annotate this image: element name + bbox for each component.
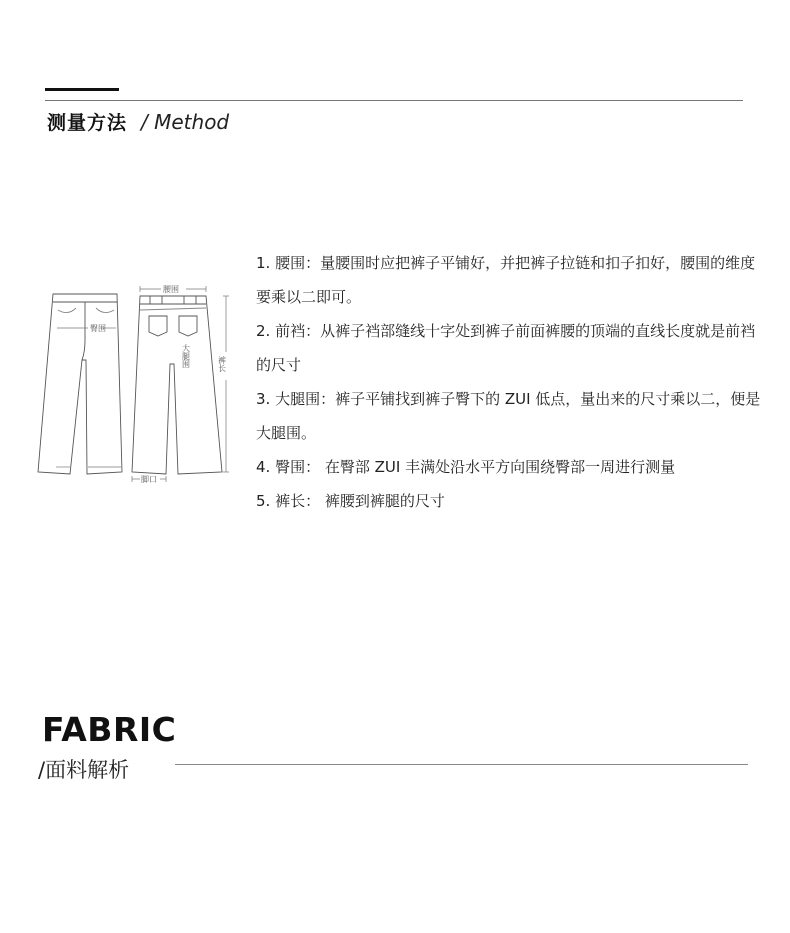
measurement-step: 2. 前裆：从裤子裆部缝线十字处到裤子前面裤腰的顶端的直线长度就是前裆的尺寸	[256, 322, 756, 374]
measurement-step: 5. 裤长： 裤腰到裤腿的尺寸	[256, 492, 445, 510]
fabric-divider	[175, 764, 748, 765]
length-measure-line	[223, 296, 229, 472]
measurement-step: 1. 腰围：量腰围时应把裤子平铺好，并把裤子拉链和扣子扣好，腰围的维度要乘以二即可。	[256, 254, 756, 306]
title-accent-bar	[45, 88, 119, 91]
pants-front-view	[38, 294, 122, 474]
measurement-steps	[256, 246, 766, 518]
diagram-label-hip: 臀围	[90, 324, 106, 333]
diagram-label-thigh: 大腿围	[181, 344, 191, 368]
diagram-label-hem: 脚口	[141, 475, 157, 484]
diagram-label-length: 裤长	[217, 356, 227, 372]
section-divider	[45, 100, 743, 101]
method-heading	[47, 108, 229, 135]
method-title-en: / Method	[141, 110, 230, 134]
pants-back-view	[132, 296, 222, 474]
fabric-title: FABRIC	[42, 710, 177, 749]
measurement-step: 3. 大腿围：裤子平铺找到裤子臀下的 ZUI 低点，量出来的尺寸乘以二，便是大腿围。	[256, 390, 761, 442]
fabric-subtitle: /面料解析	[38, 758, 130, 782]
diagram-label-waist: 腰围	[163, 285, 179, 294]
pants-measurement-diagram	[36, 280, 244, 486]
measurement-step: 4. 臀围： 在臀部 ZUI 丰满处沿水平方向围绕臀部一周进行测量	[256, 458, 676, 476]
method-title-zh: 测量方法	[47, 112, 128, 134]
